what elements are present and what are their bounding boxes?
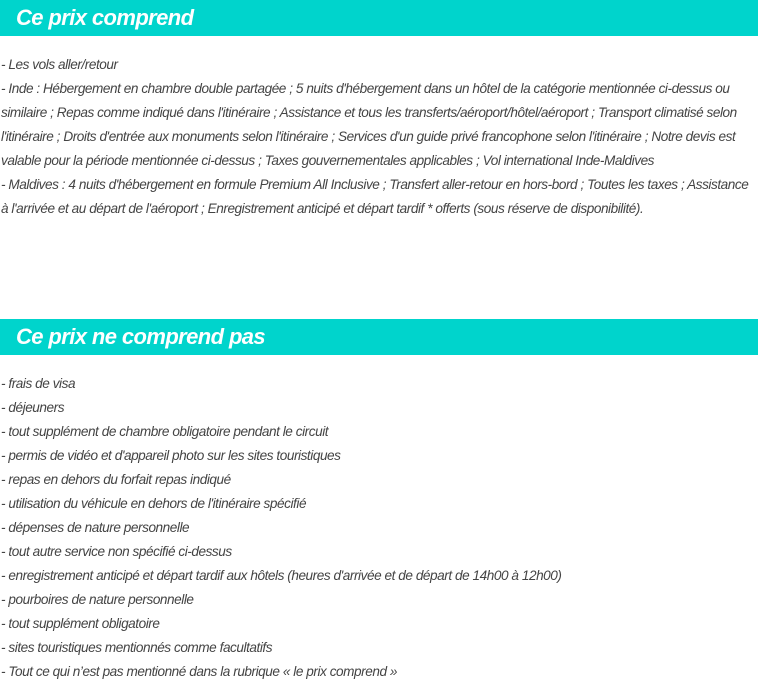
list-item: - pourboires de nature personnelle bbox=[1, 592, 194, 607]
list-item: - utilisation du véhicule en dehors de l'itinéraire spécifié bbox=[1, 496, 307, 511]
list-item: - tout supplément obligatoire bbox=[1, 616, 160, 631]
included-header bbox=[0, 0, 758, 36]
list-item: - permis de vidéo et d'appareil photo sur les sites touristiques bbox=[1, 448, 341, 463]
excluded-section bbox=[0, 319, 758, 684]
included-list bbox=[0, 36, 758, 221]
list-item: - enregistrement anticipé et départ tardif aux hôtels (heures d'arrivée et de départ de 14h00 à 12h00) bbox=[1, 568, 562, 583]
excluded-title: Ce prix ne comprend pas bbox=[16, 324, 266, 349]
included-section bbox=[0, 0, 758, 221]
list-item: - Maldives : 4 nuits d'hébergement en formule Premium All Inclusive ; Transfert aller-retour en hors-bord ; Toutes les taxes ; Assistance à l'arrivée et au départ de l'aéroport ; Enregistrement anticipé et départ tardif * offerts (sous réserve de disponibilité). bbox=[1, 177, 749, 216]
list-item: - tout autre service non spécifié ci-dessus bbox=[1, 544, 232, 559]
list-item: - Les vols aller/retour bbox=[1, 57, 118, 72]
list-item: - frais de visa bbox=[1, 376, 76, 391]
excluded-list bbox=[0, 355, 758, 684]
list-item: - sites touristiques mentionnés comme facultatifs bbox=[1, 640, 273, 655]
excluded-header bbox=[0, 319, 758, 355]
included-title: Ce prix comprend bbox=[16, 5, 194, 30]
list-item: - tout supplément de chambre obligatoire pendant le circuit bbox=[1, 424, 329, 439]
list-item: - repas en dehors du forfait repas indiqué bbox=[1, 472, 231, 487]
list-item: - Tout ce qui n’est pas mentionné dans la rubrique « le prix comprend » bbox=[1, 664, 398, 679]
list-item: - Inde : Hébergement en chambre double partagée ; 5 nuits d'hébergement dans un hôtel de la catégorie mentionnée ci-dessus ou similaire ; Repas comme indiqué dans l'itinéraire ; Assistance et tous les transferts/aéroport/hôtel/aéroport ; Transport climatisé selon l'itinéraire ; Droits d'entrée aux monuments selon l'itinéraire ; Services d'un guide privé francophone selon l'itinéraire ; Notre devis est valable pour la période mentionnée ci-dessus ; Taxes gouvernementales applicables ; Vol international Inde-Maldives bbox=[1, 81, 737, 168]
list-item: - dépenses de nature personnelle bbox=[1, 520, 190, 535]
list-item: - déjeuners bbox=[1, 400, 65, 415]
